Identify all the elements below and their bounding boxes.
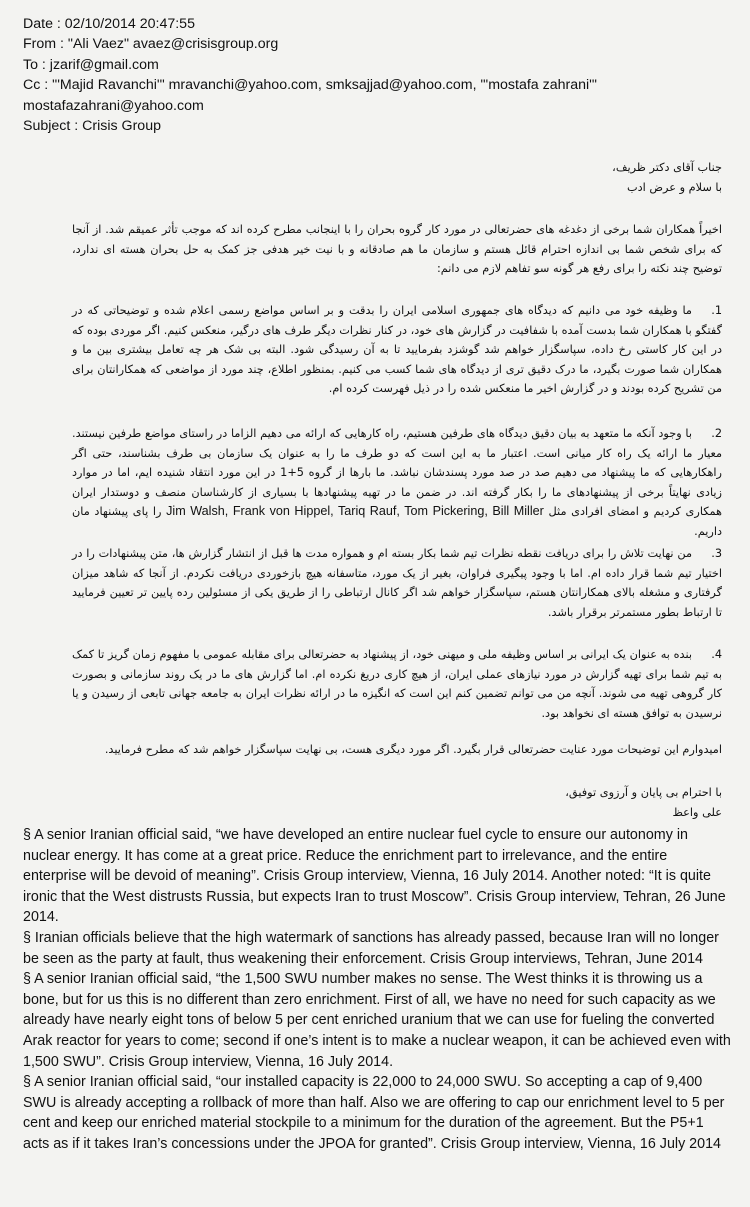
- footnote: § A senior Iranian official said, “the 1,500 SWU number makes no sense. The West thinks it is throwing us a bone, but for us this is no different than zero enrichment. First of all, we have no need for such capacity as we already have nearly eight tons of below 5 per cent enriched uranium that we can use for fueling the converted Arak reactor for years to come; second if one’s intent is to make a nuclear weapon, it can be achieved even with 1,500 SWU”. Crisis Group interview, Vienna, 16 July 2014.: [23, 971, 731, 1070]
- intro-paragraph: اخیراً همکاران شما برخی از دغدغه های حضرتعالی در مورد کار گروه بحران را با اینجانب مطرح کرده اند که موجب تأثر عمیقم شد. از آنجا که برای شخص شما بی اندازه احترام قائل هستم و سازمان ما هم صادقانه و با نیت خیر هدفی جز کمک به حل بحران هسته ای ندارد، توضیح چند نکته را برای رفع هر گونه سو تفاهم لازم می دانم:: [72, 223, 722, 275]
- to-line: To : jzarif@gmail.com: [23, 56, 159, 73]
- salutation: [72, 158, 722, 197]
- point-3: [72, 544, 722, 622]
- subject-line: Subject : Crisis Group: [23, 118, 161, 135]
- point-text: با وجود آنکه ما متعهد به بیان دقیق دیدگاه های طرفین هستیم، راه کارهایی که ارائه می دهیم الزاما در راستای مواضع طرفین نیستند. معیار ما ارائه یک راه کار میانی است. اعتبار ما به این است که دو طرف ما را به عنوان یک سازمان بی طرف بشناسند، حتی اگر راهکارهایی که ما پیشنهاد می دهیم صد در صد مورد پسندشان نباشد. ما بارها از گروه 5+1 در این مورد انتقاد شنیده ایم، اما در موارد زیادی نهایتاً برخی از پیشنهادهای ما را بکار گرفته اند. در ضمن ما در تهیه پیشنهادها با بسیاری از کارشناسان منصف و دوستدار ایران همکاری کردیم و امضای افرادی مثل: [72, 427, 723, 518]
- closing-paragraph: امیدوارم این توضیحات مورد عنایت حضرتعالی قرار بگیرد. اگر مورد دیگری هست، بی نهایت سپاسگزار خواهم شد که مطرح فرمایید.: [104, 743, 722, 756]
- point-1: [72, 301, 722, 399]
- salutation-addressee: جناب آقای دکتر ظریف،: [612, 161, 722, 174]
- email-header: [23, 14, 723, 136]
- date-line: Date : 02/10/2014 20:47:55: [23, 16, 195, 32]
- point-number: 4.: [711, 648, 722, 661]
- footnote: § A senior Iranian official said, “our installed capacity is 22,000 to 24,000 SWU. So accepting a cap of 9,400 SWU is already accepting a rollback of more than half. Also we are offering to cap our enrichment level to 5 per cent and keep our enriched material stockpile to a minimum for the duration of the agreement. But the P5+1 acts as if it takes Iran’s concessions under the JPOA for granted”. Crisis Group interview, Vienna, 16 July 2014: [23, 1074, 725, 1152]
- signature: علی واعظ: [672, 805, 722, 819]
- salutation-greeting: با سلام و عرض ادب: [626, 180, 722, 194]
- signoff: با احترام بی پایان و آرزوی توفیق،: [565, 786, 722, 799]
- cc-line-continued: mostafazahrani@yahoo.com: [23, 97, 204, 114]
- footnotes: [23, 825, 731, 1155]
- point-number: 2.: [711, 427, 722, 440]
- point-text: من نهایت تلاش را برای دریافت نقطه نظرات تیم شما بکار بسته ام و همواره مدت ها قبل از انتشار گزارش ها، متن پیشنهادات را در اختیار تیم شما قرار داده ام. اما با وجود پیگیری فراوان، بغیر از یک مورد، متاسفانه هیچ بازخوردی دریافت نکردم. از آنجا که شاهد میزان گرفتاری و مشغله بالای همکارانتان هستم، سپاسگزار خواهم شد اگر کانال ارتباطی را از طریق یکی از مسئولین رده پایین تر تعیین فرمایید تا ارتباط بطور مستمرتر برقرار باشد.: [72, 547, 722, 619]
- point-number: 1.: [711, 304, 722, 317]
- point-2: [72, 424, 722, 541]
- footnote: § A senior Iranian official said, “we have developed an entire nuclear fuel cycle to ensure our autonomy in nuclear energy. It has come at a great price. Reduce the enrichment part to irrelevance, and the entire enterprise will be devoid of meaning”. Crisis Group interview, Vienna, 16 July 2014. Another noted: “It is quite ironic that the West distrusts Russia, but expects Iran to trust Moscow”. Crisis Group interview, Tehran, 26 June 2014.: [23, 827, 726, 926]
- advisor-names: Jim Walsh, Frank von Hippel, Tariq Rauf, Tom Pickering, Bill Miller: [166, 504, 544, 518]
- point-number: 3.: [711, 547, 722, 560]
- signoff-block: [72, 783, 722, 822]
- footnote: § Iranian officials believe that the high watermark of sanctions has already passed, because Iran will no longer be seen as the party at fault, thus weakening their enforcement. Crisis Group interviews, Tehran, June 2014: [23, 929, 719, 967]
- point-text-tail: را پای پیشنهاد مان داریم.: [72, 505, 722, 538]
- from-line: From : "Ali Vaez" avaez@crisisgroup.org: [23, 36, 279, 53]
- point-text: ما وظیفه خود می دانیم که دیدگاه های جمهوری اسلامی ایران را بدقت و بر اساس مواضع رسمی اعلام شده و توضیحاتی که در گفتگو با همکاران شما بدست آمده با شفافیت در گزارش های خود، در کنار نظرات دیگر طرف های درگیر، منعکس کنیم. اگر موردی بوده که در این کار کاستی رخ داده، سپاسگزار خواهم شد گوشزد بفرمایید تا به آن رسیدگی شود. البته بی شک هر چه تعامل بیشتری بین ما و همکاران شما صورت بگیرد، ما درک دقیق تری از دیدگاه های شما کسب می کنیم. بمنظور اطلاع، چند مورد از مواضعی که همکارانتان برای من تشریح کرده بودند و در گزارش اخیر ما منعکس شده را در ذیل فهرست کرده ام.: [72, 304, 722, 395]
- point-text: بنده به عنوان یک ایرانی بر اساس وظیفه ملی و میهنی خود، از پیشنهاد به حضرتعالی برای مقابله عمومی با مفهوم زمان گریز تا کمک به تیم شما برای تهیه گزارش در مورد نیازهای عملی ایران، از هیچ کاری دریغ نکرده ام. اما گزارش های ما در یک روند سازمانی و بصورت کار گروهی تهیه می شوند. آنچه من می توانم تضمین کنم این است که انگیزه ما در ارائه نظرات ایران به جامعه جهانی تابعی از رسیدن و یا نرسیدن به توافق هسته ای نخواهد بود.: [72, 648, 722, 720]
- point-4: [72, 645, 722, 723]
- cc-line: Cc : "'Majid Ravanchi'" mravanchi@yahoo.com, smksajjad@yahoo.com, "'mostafa zahrani'": [23, 77, 597, 94]
